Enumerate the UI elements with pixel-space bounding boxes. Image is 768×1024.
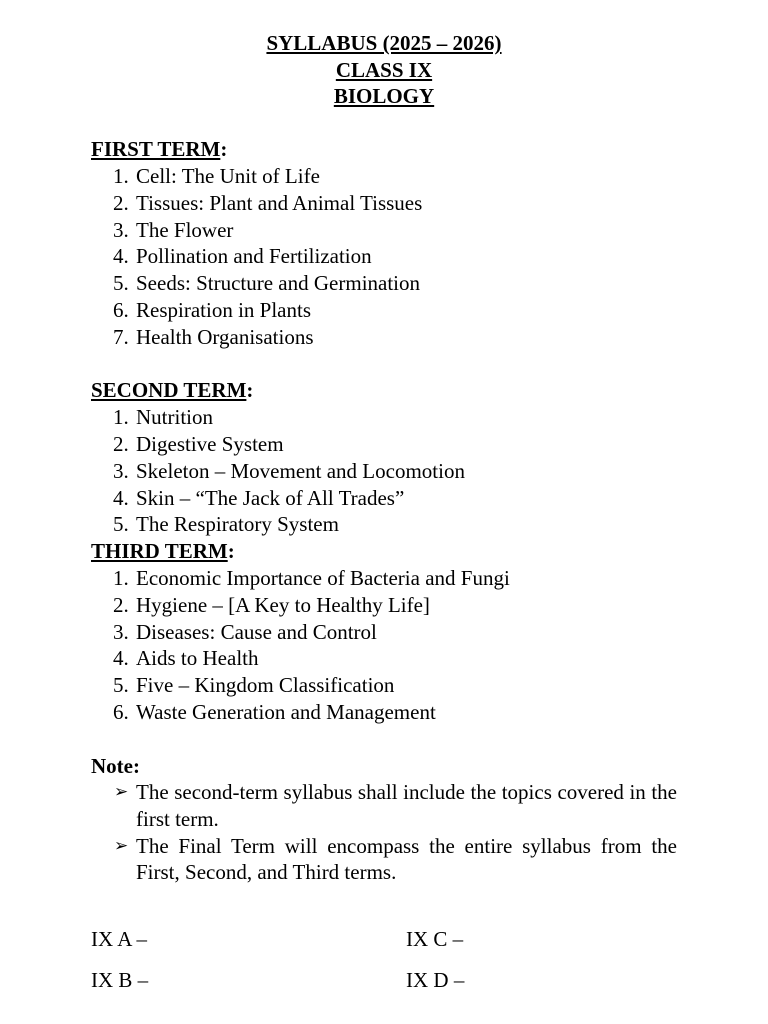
first-term-heading: FIRST TERM:	[91, 137, 228, 162]
list-item: 2. Digestive System	[113, 432, 284, 457]
list-item: 3. Skeleton – Movement and Locomotion	[113, 458, 465, 483]
second-term-heading: SECOND TERM:	[91, 378, 254, 403]
list-item: 5. The Respiratory System	[113, 512, 339, 537]
list-item: 5. Seeds: Structure and Germination	[113, 271, 421, 296]
list-item: 4. Aids to Health	[113, 646, 259, 671]
list-item: 6. Respiration in Plants	[113, 298, 311, 323]
second-term-list	[91, 404, 677, 538]
section-row	[91, 967, 677, 1008]
document-header	[91, 30, 677, 110]
spacer	[91, 351, 677, 378]
list-item: 5. Five – Kingdom Classification	[113, 673, 395, 698]
arrow-bullet-icon: ➢	[114, 782, 129, 803]
list-item: 1. Cell: The Unit of Life	[113, 164, 320, 189]
list-item: 2. Tissues: Plant and Animal Tissues	[113, 190, 423, 215]
note-item: ➢ The Final Term will encompass the entire syllabus from the First, Second, and Third terms.	[114, 833, 677, 885]
list-item: 3. Diseases: Cause and Control	[113, 619, 377, 644]
arrow-bullet-icon: ➢	[114, 835, 129, 856]
note-item: ➢ The second-term syllabus shall include the topics covered in the first term.	[114, 780, 677, 832]
section-ix-a: IX A –	[91, 927, 148, 951]
note-list	[91, 779, 677, 885]
first-term-list	[91, 163, 677, 351]
header-class: CLASS IX	[335, 57, 433, 82]
section-ix-d: IX D –	[406, 968, 465, 992]
syllabus-page	[91, 30, 677, 886]
list-item: 7. Health Organisations	[113, 324, 314, 349]
class-sections	[91, 926, 677, 1008]
list-item: 4. Pollination and Fertilization	[113, 244, 372, 269]
third-term-heading: THIRD TERM:	[91, 539, 235, 564]
list-item: 1. Nutrition	[113, 405, 213, 430]
header-subject: BIOLOGY	[333, 84, 435, 108]
spacer	[91, 726, 677, 753]
list-item: 2. Hygiene – [A Key to Healthy Life]	[113, 592, 430, 617]
list-item: 3. The Flower	[113, 217, 234, 242]
section-row	[91, 926, 677, 967]
list-item: 4. Skin – “The Jack of All Trades”	[113, 485, 405, 510]
third-term-list	[91, 565, 677, 726]
header-title: SYLLABUS (2025 – 2026)	[266, 31, 502, 55]
section-ix-b: IX B –	[91, 968, 149, 992]
list-item: 6. Waste Generation and Management	[113, 700, 436, 725]
spacer	[91, 110, 677, 137]
section-ix-c: IX C –	[406, 927, 464, 951]
list-item: 1. Economic Importance of Bacteria and Fungi	[113, 566, 510, 591]
note-heading: Note:	[91, 753, 140, 778]
